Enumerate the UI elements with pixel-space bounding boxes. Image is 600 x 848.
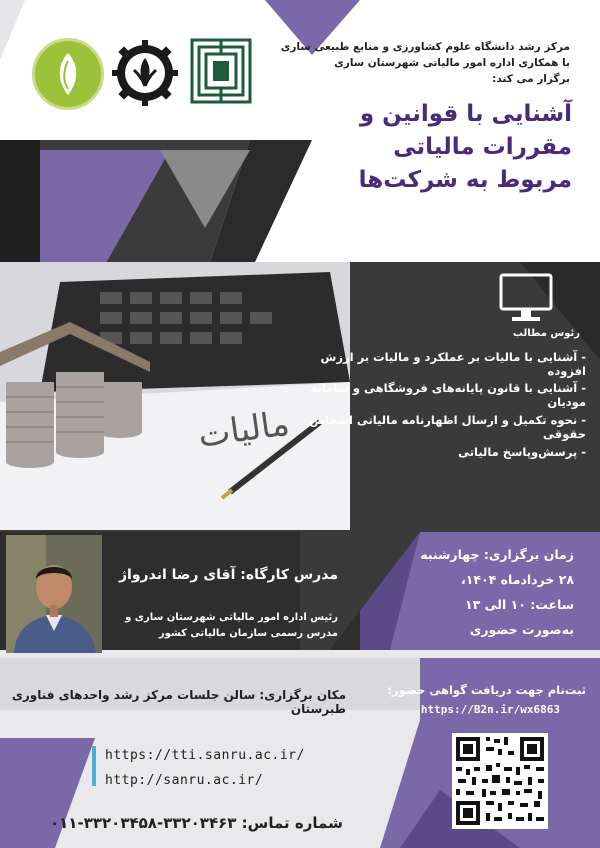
schedule-line-2: ۲۸ خردادماه ۱۴۰۴، (461, 572, 574, 587)
registration-title: ثبت‌نام جهت دریافت گواهی حضور: (387, 683, 586, 697)
title-line-1: آشنایی با قوانین و (359, 101, 572, 127)
topic-text-2: آشنایی با قانون پایانه‌های فروشگاهی و سامانه مودیان (310, 381, 586, 409)
schedule-line-1: زمان برگزاری: چهارشنبه (420, 547, 574, 562)
contact-phone: شماره تماس: ۳۳۲۰۳۴۶۳-۳۳۲۰۳۴۵۸-۰۱۱ (50, 814, 343, 832)
topic-item-4: - پرسش‌وپاسخ مالیاتی (458, 445, 586, 459)
topic-item-3: - نحوه تکمیل و ارسال اظهارنامه مالیاتی اشخاص حقوقی (309, 413, 586, 441)
title-line-3: مربوط به شرکت‌ها (358, 167, 572, 193)
link-sanru[interactable]: http://sanru.ac.ir/ (105, 773, 264, 788)
teacher-desc-2: مدرس رسمی سازمان مالیاتی کشور (158, 628, 338, 639)
organizer-line-1: مرکز رشد دانشگاه علوم کشاورزی و منابع طبیعی ساری (280, 41, 570, 53)
tax-organization-logo (190, 38, 252, 104)
organizer-line-3: برگزار می کند: (492, 73, 570, 85)
title-line-2: مقررات مالیاتی (393, 134, 572, 160)
qr-code-icon (452, 733, 548, 829)
organizer-line-2: با همکاری اداره امور مالیاتی شهرستان ساری (334, 57, 570, 69)
topic-item-2: - آشنایی با قانون پایانه‌های فروشگاهی و سامانه مودیان (310, 381, 586, 409)
tax-word: مالیات (195, 403, 292, 456)
schedule-line-4: به‌صورت حضوری (469, 622, 574, 637)
teacher-desc-1: رئیس اداره امور مالیاتی شهرستان ساری و (125, 612, 338, 623)
topic-text-3: نحوه تکمیل و ارسال اظهارنامه مالیاتی اشخاص حقوقی (309, 413, 586, 441)
schedule-line-3: ساعت: ۱۰ الی ۱۳ (465, 597, 574, 612)
registration-link[interactable]: https://B2n.ir/wx6863 (420, 703, 560, 716)
link-tti[interactable]: https://tti.sanru.ac.ir/ (105, 748, 305, 763)
topic-item-1: - آشنایی با مالیات بر عملکرد و مالیات بر ارزش افزوده (320, 350, 586, 378)
leaf-icon (35, 41, 101, 107)
topic-text-4: پرسش‌وپاسخ مالیاتی (458, 445, 578, 459)
venue: مکان برگزاری: سالن جلسات مرکز رشد واحدهای فناوری طبرستان (11, 688, 346, 716)
growth-center-logo (112, 40, 178, 106)
teacher-name: مدرس کارگاه: آقای رضا اندرواژ (118, 567, 338, 583)
monitor-icon (498, 272, 554, 328)
link-accent-bar (92, 746, 96, 786)
gear-icon (112, 40, 178, 106)
emblem-icon (190, 38, 252, 104)
topics-label: رئوس مطالب (512, 328, 580, 339)
page-title (272, 98, 572, 197)
university-logo (32, 38, 104, 110)
qr-code[interactable] (452, 733, 548, 829)
topic-text-1: آشنایی با مالیات بر عملکرد و مالیات بر ارزش افزوده (320, 350, 586, 378)
